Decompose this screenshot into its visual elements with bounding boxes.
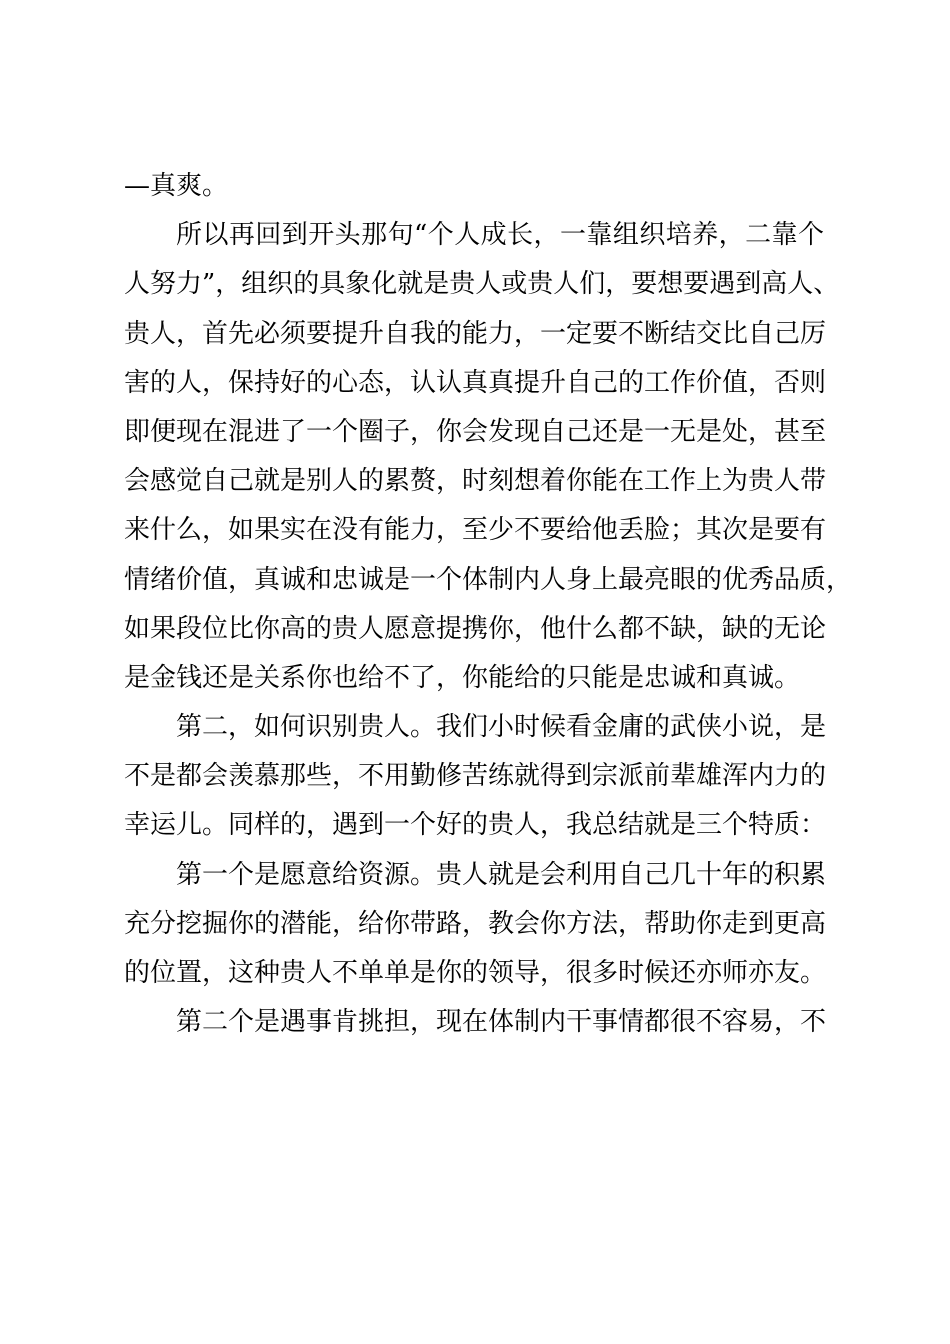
text-line: 如果段位比你高的贵人愿意提携你，他什么都不缺，缺的无论 [124,613,827,644]
text-line: 是金钱还是关系你也给不了，你能给的只能是忠诚和真诚。 [124,662,801,693]
document-body [124,162,853,1047]
text-line: 害的人，保持好的心态，认认真真提升自己的工作价值，否则 [124,367,827,398]
text-line: 的位置，这种贵人不单单是你的领导，很多时候还亦师亦友。 [124,958,827,988]
text-line: 第二，如何识别贵人。我们小时候看金庸的武侠小说，是 [176,712,827,743]
text-line: 所以再回到开头那句“个人成长，一靠组织培养，二靠个 [176,220,824,251]
text-line: 会感觉自己就是别人的累赘，时刻想着你能在工作上为贵人带 [124,466,827,497]
text-line: 第一个是愿意给资源。贵人就是会利用自己几十年的积累 [176,859,827,890]
text-line: 不是都会羡慕那些，不用勤修苦练就得到宗派前辈雄浑内力的 [124,761,827,792]
text-line: 人努力”，组织的具象化就是贵人或贵人们，要想要遇到高人、 [124,269,840,300]
text-line: 第二个是遇事肯挑担，现在体制内干事情都很不容易，不 [176,1007,827,1038]
text-line: 幸运儿。同样的，遇到一个好的贵人，我总结就是三个特质： [124,810,827,841]
text-line: 来什么，如果实在没有能力，至少不要给他丢脸；其次是要有 [124,515,827,546]
text-line: 贵人，首先必须要提升自我的能力，一定要不断结交比自己厉 [124,318,827,349]
text-line: 即便现在混进了一个圈子，你会发现自己还是一无是处，甚至 [124,416,827,447]
text-line: 情绪价值，真诚和忠诚是一个体制内人身上最亮眼的优秀品质， [124,564,853,595]
text-line: 充分挖掘你的潜能，给你带路，教会你方法，帮助你走到更高 [124,908,827,939]
text-line: —真爽。 [124,171,229,201]
